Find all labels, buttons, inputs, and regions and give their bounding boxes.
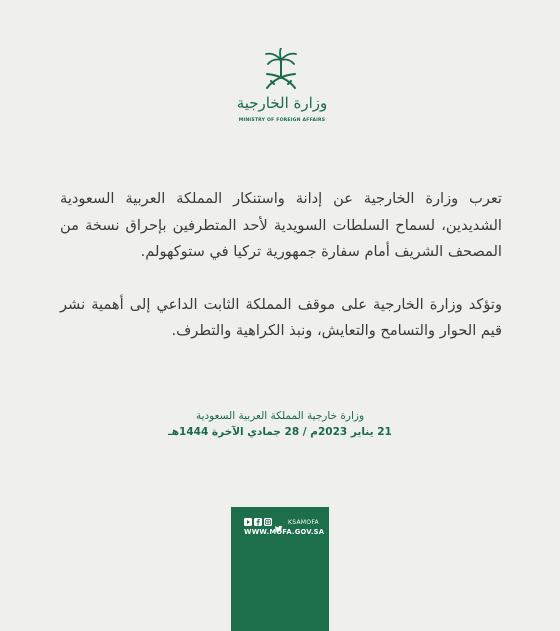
palm-and-swords-emblem-icon	[262, 48, 300, 94]
statement-paragraph-1: تعرب وزارة الخارجية عن إدانة واستنكار المملكة العربية السعودية الشديدين، لسماح السلطات السويدية لأحد المتطرفين بإحراق نسخة من المصحف الشريف أمام سفارة جمهورية تركيا في ستوكهولم.	[60, 190, 502, 261]
signature-name: وزارة خارجية المملكة العربية السعودية	[195, 410, 365, 422]
signature-block	[160, 408, 400, 440]
instagram-icon[interactable]	[264, 518, 272, 526]
website-link[interactable]: WWW.MOFA.GOV.SA	[244, 528, 325, 536]
ministry-name-english: MINISTRY OF FOREIGN AFFAIRS	[238, 118, 326, 123]
social-row	[244, 517, 319, 527]
signature-date: 21 يناير 2023م / 28 جمادي الآخرة 1444هـ	[168, 426, 392, 438]
social-handle[interactable]: KSAMOFA	[288, 518, 319, 526]
statement-body	[60, 186, 502, 345]
footer-panel	[231, 507, 329, 631]
youtube-icon[interactable]	[244, 518, 252, 526]
facebook-icon[interactable]	[254, 518, 262, 526]
ministry-name-arabic: وزارة الخارجية	[236, 94, 328, 112]
statement-paragraph-2: وتؤكد وزارة الخارجية على موقف المملكة الثابت الداعي إلى أهمية نشر قيم الحوار والتسامح والتعايش، ونبذ الكراهية والتطرف.	[60, 295, 502, 340]
twitter-icon[interactable]	[274, 518, 283, 526]
